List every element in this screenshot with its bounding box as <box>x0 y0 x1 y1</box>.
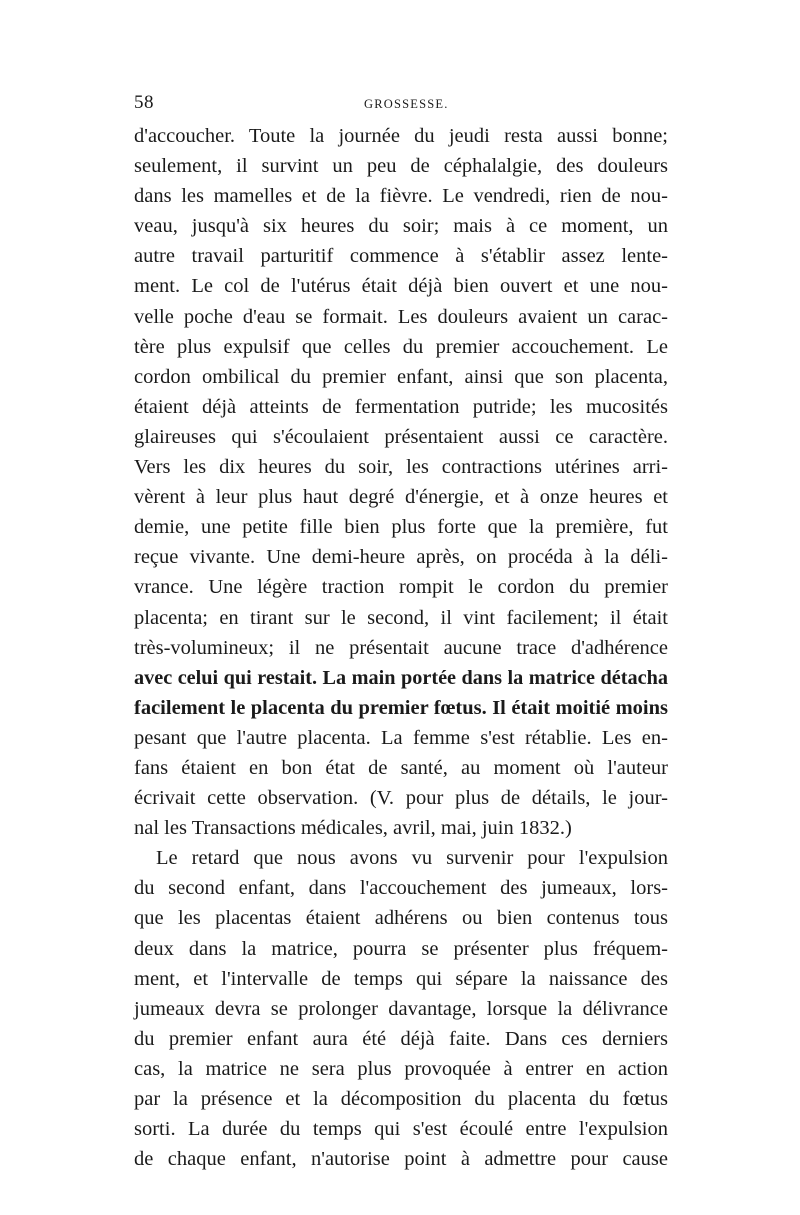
text-line: par la présence et la décomposition du placenta du fœtus <box>134 1088 668 1110</box>
text-line: veau, jusqu'à six heures du soir; mais à ce moment, un <box>134 215 668 238</box>
text-line: avec celui qui restait. La main portée dans la matrice détacha <box>134 666 668 689</box>
running-head <box>134 92 674 122</box>
text-line: reçue vivante. Une demi-heure après, on procéda à la déli- <box>134 546 668 569</box>
text-line: autre travail parturitif commence à s'établir assez lente- <box>134 245 668 268</box>
text-line: facilement le placenta du premier fœtus. Il était moitié moins <box>134 696 668 719</box>
text-line: jumeaux devra se prolonger davantage, lorsque la délivrance <box>134 997 668 1020</box>
text-line: tère plus expulsif que celles du premier accouchement. Le <box>134 335 668 358</box>
text-line: seulement, il survint un peu de céphalalgie, des douleurs <box>134 155 668 178</box>
text-line: deux dans la matrice, pourra se présenter plus fréquem- <box>134 937 668 960</box>
text-line: demie, une petite fille bien plus forte que la première, fut <box>134 516 668 539</box>
page-number: 58 <box>134 92 154 113</box>
text-line: du second enfant, dans l'accouchement des jumeaux, lors- <box>134 877 668 900</box>
text-line: nal les Transactions médicales, avril, mai, juin 1832.) <box>134 817 572 840</box>
text-line: très-volumineux; il ne présentait aucune trace d'adhérence <box>134 636 668 659</box>
text-line: pesant que l'autre placenta. La femme s'est rétablie. Les en- <box>134 726 668 749</box>
running-title: GROSSESSE. <box>364 97 449 111</box>
text-line: de chaque enfant, n'autorise point à admettre pour cause <box>134 1148 668 1171</box>
paragraph-start-line: Le retard que nous avons vu survenir pour l'expulsion <box>156 847 668 870</box>
text-line: ment, et l'intervalle de temps qui sépare la naissance des <box>134 967 668 990</box>
text-line: dans les mamelles et de la fièvre. Le vendredi, rien de nou- <box>134 185 668 208</box>
text-line: velle poche d'eau se formait. Les douleurs avaient un carac- <box>134 305 668 328</box>
text-line: vèrent à leur plus haut degré d'énergie, et à onze heures et <box>134 486 668 509</box>
text-line: d'accoucher. Toute la journée du jeudi resta aussi bonne; <box>134 125 668 147</box>
text-line: ment. Le col de l'utérus était déjà bien ouvert et une nou- <box>134 275 668 298</box>
body-text <box>134 121 668 1174</box>
text-line: que les placentas étaient adhérens ou bien contenus tous <box>134 907 668 930</box>
text-line: vrance. Une légère traction rompit le cordon du premier <box>134 576 668 599</box>
text-line: Vers les dix heures du soir, les contractions utérines arri- <box>134 456 668 479</box>
text-line: placenta; en tirant sur le second, il vint facilement; il était <box>134 606 668 629</box>
text-line: cas, la matrice ne sera plus provoquée à entrer en action <box>134 1057 668 1080</box>
text-line: du premier enfant aura été déjà faite. Dans ces derniers <box>134 1027 668 1050</box>
text-line: cordon ombilical du premier enfant, ainsi que son placenta, <box>134 365 668 388</box>
text-line: sorti. La durée du temps qui s'est écoulé entre l'expulsion <box>134 1118 668 1141</box>
text-line: fans étaient en bon état de santé, au moment où l'auteur <box>134 756 668 779</box>
text-line: écrivait cette observation. (V. pour plus de détails, le jour- <box>134 787 668 810</box>
text-line: étaient déjà atteints de fermentation putride; les mucosités <box>134 395 668 418</box>
text-line: glaireuses qui s'écoulaient présentaient aussi ce caractère. <box>134 425 668 448</box>
